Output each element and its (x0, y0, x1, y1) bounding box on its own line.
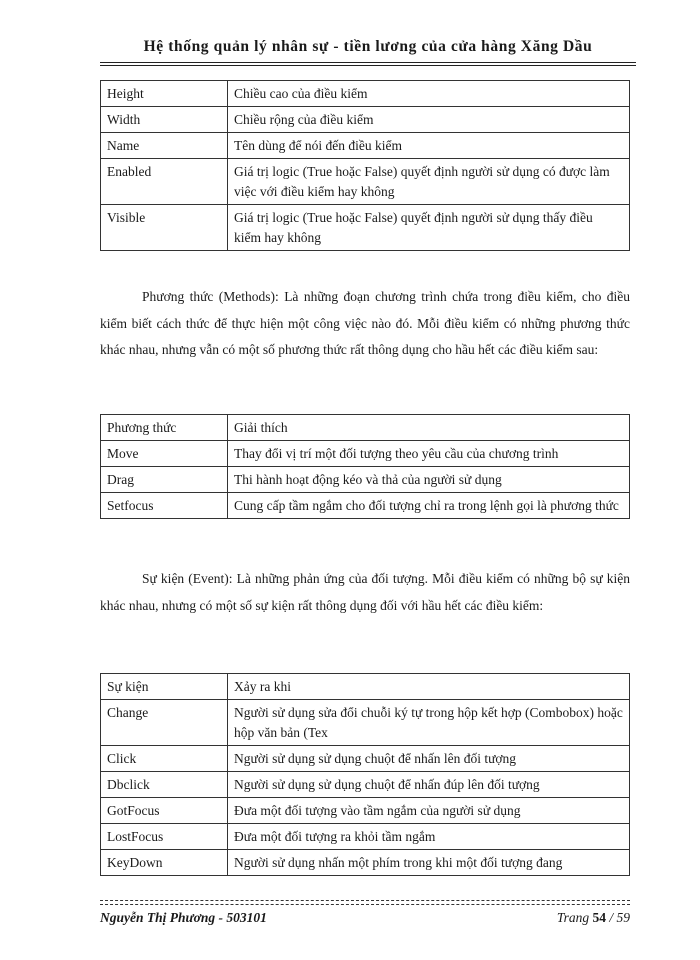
table-cell-description: Người sử dụng sử dụng chuột để nhấn lên đối tượng (228, 746, 630, 772)
table-row (101, 159, 630, 205)
table-row (101, 674, 630, 700)
table-cell-term: Drag (101, 467, 228, 493)
table-row (101, 798, 630, 824)
table-cell-description: Thi hành hoạt động kéo và thả của người sử dụng (228, 467, 630, 493)
footer-page-number (557, 910, 630, 926)
table-cell-term: Setfocus (101, 493, 228, 519)
table-row (101, 441, 630, 467)
header-rule-thin (100, 65, 636, 66)
table-cell-term: Width (101, 107, 228, 133)
methods-paragraph: Phương thức (Methods): Là những đoạn chương trình chứa trong điều kiểm, cho điều kiểm biết cách thức để thực hiện một công việc nào đó. Mỗi điều kiểm có những phương thức khác nhau, nhưng vẫn có một số phương thức rất thông dụng cho hầu hết các điều kiểm sau: (100, 289, 630, 358)
page-current: 54 (592, 910, 606, 925)
footer-rule (100, 900, 630, 901)
table-cell-description: Giải thích (228, 415, 630, 441)
page-separator: / (609, 910, 614, 925)
table-cell-description: Người sử dụng sử dụng chuột để nhấn đúp lên đối tượng (228, 772, 630, 798)
page-total: 59 (616, 910, 630, 925)
table-cell-term: Move (101, 441, 228, 467)
table-row (101, 107, 630, 133)
table-cell-term: Click (101, 746, 228, 772)
table-cell-term: Dbclick (101, 772, 228, 798)
table-cell-description: Thay đổi vị trí một đối tượng theo yêu cầu của chương trình (228, 441, 630, 467)
page-label: Trang (556, 910, 590, 925)
table-row (101, 772, 630, 798)
properties-table (100, 80, 630, 251)
table-row (101, 493, 630, 519)
table-cell-description: Chiều cao của điều kiểm (228, 81, 630, 107)
table-cell-description: Người sử dụng sửa đổi chuỗi ký tự trong hộp kết hợp (Combobox) hoặc hộp văn bản (Tex (228, 700, 630, 746)
methods-table (100, 414, 630, 519)
footer-author: Nguyễn Thị Phương - 503101 (100, 910, 267, 925)
page-header-title: Hệ thống quản lý nhân sự - tiền lương của cửa hàng Xăng Dầu (143, 38, 593, 55)
table-cell-term: LostFocus (101, 824, 228, 850)
events-paragraph: Sự kiện (Event): Là những phản ứng của đối tượng. Mỗi điều kiểm có những bộ sự kiện khác nhau, nhưng có một số sự kiện rất thông dụng đối với hầu hết các điều kiểm: (100, 571, 630, 613)
table-cell-term: Phương thức (101, 415, 228, 441)
table-cell-term: Enabled (101, 159, 228, 205)
table-cell-description: Tên dùng để nói đến điều kiểm (228, 133, 630, 159)
table-row (101, 415, 630, 441)
table-row (101, 467, 630, 493)
header-rule (100, 62, 636, 63)
table-cell-term: Name (101, 133, 228, 159)
table-cell-description: Giá trị logic (True hoặc False) quyết định người sử dụng có được làm việc với điều kiểm hay không (228, 159, 630, 205)
table-cell-term: KeyDown (101, 850, 228, 876)
table-row (101, 700, 630, 746)
table-row (101, 133, 630, 159)
table-row (101, 746, 630, 772)
table-cell-term: Visible (101, 205, 228, 251)
table-cell-description: Xảy ra khi (228, 674, 630, 700)
footer-rule-2 (100, 904, 630, 905)
table-cell-term: Change (101, 700, 228, 746)
table-cell-description: Giá trị logic (True hoặc False) quyết định người sử dụng thấy điều kiểm hay không (228, 205, 630, 251)
table-cell-description: Người sử dụng nhấn một phím trong khi một đối tượng đang (228, 850, 630, 876)
table-row (101, 824, 630, 850)
table-cell-description: Cung cấp tầm ngắm cho đối tượng chỉ ra trong lệnh gọi là phương thức (228, 493, 630, 519)
table-cell-term: Height (101, 81, 228, 107)
table-row (101, 81, 630, 107)
table-cell-description: Đưa một đối tượng ra khỏi tầm ngắm (228, 824, 630, 850)
events-table (100, 673, 630, 876)
table-cell-term: GotFocus (101, 798, 228, 824)
table-cell-description: Chiều rộng của điều kiểm (228, 107, 630, 133)
table-row (101, 850, 630, 876)
table-row (101, 205, 630, 251)
table-cell-description: Đưa một đối tượng vào tầm ngắm của người sử dụng (228, 798, 630, 824)
table-cell-term: Sự kiện (101, 674, 228, 700)
